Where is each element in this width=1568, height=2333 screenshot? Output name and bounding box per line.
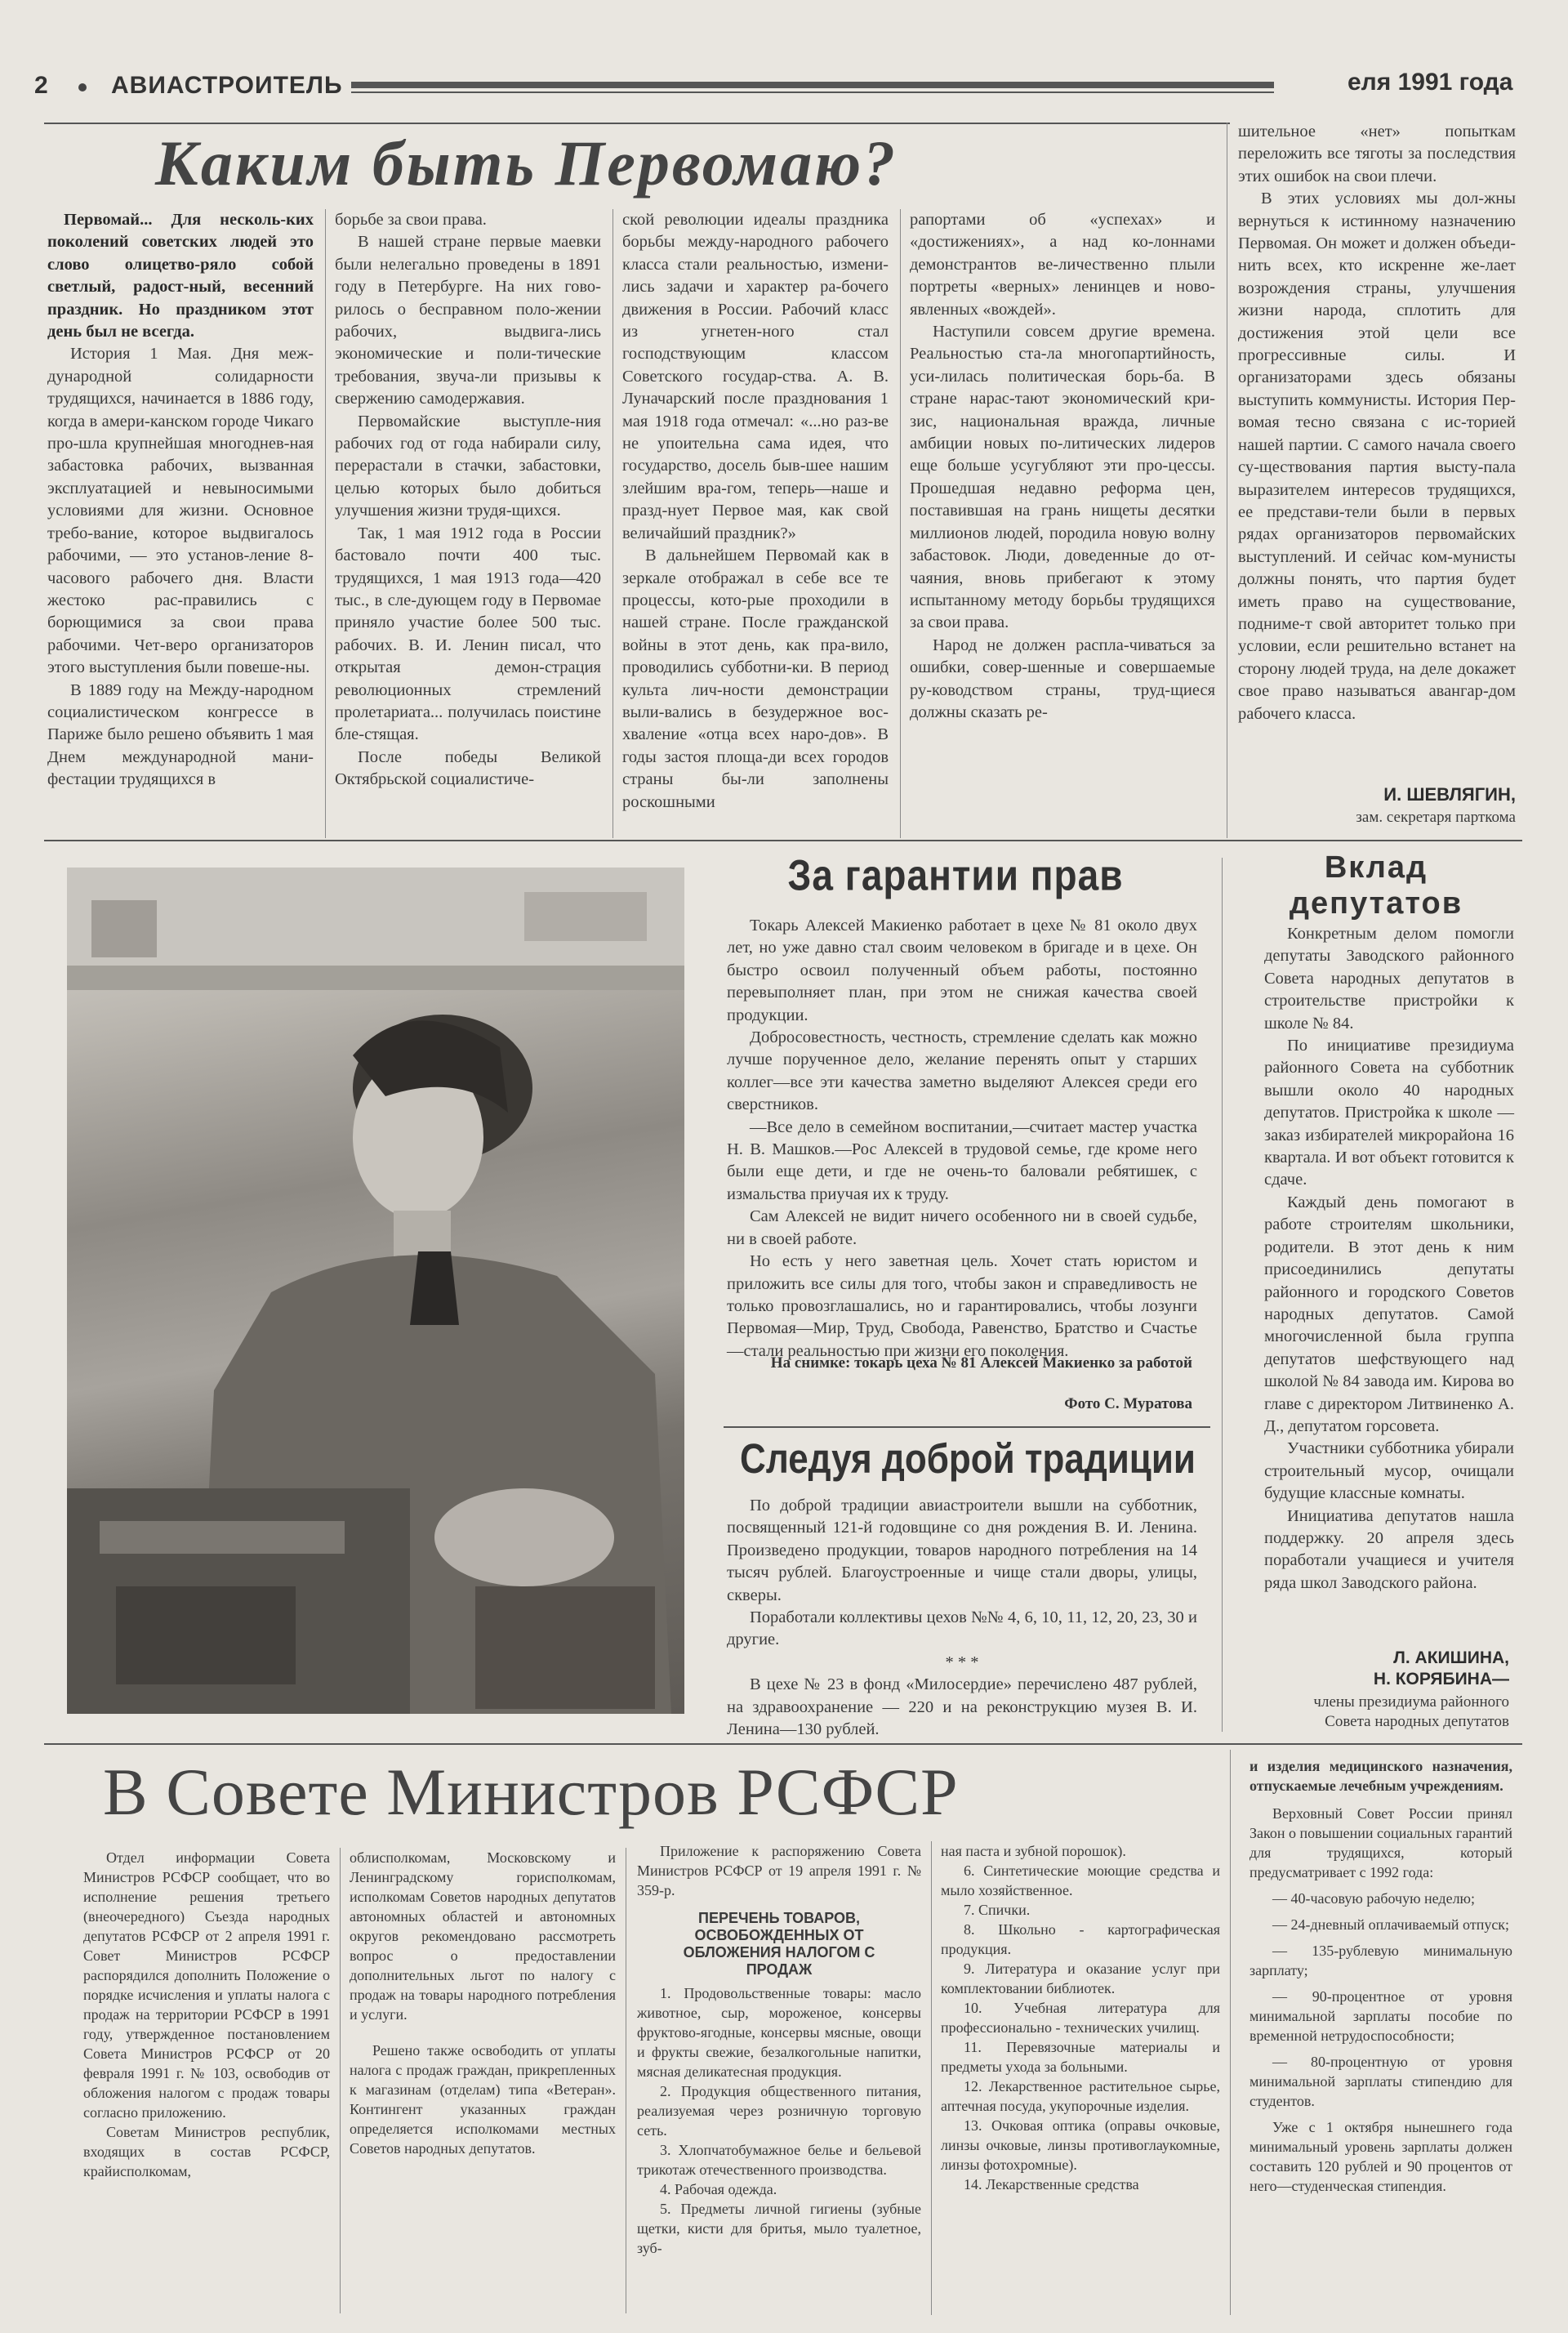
- list-item: 2. Продукция общественного питания, реализуемая через розничную торговую сеть.: [637, 2083, 921, 2139]
- article4-title: Следуя доброй традиции: [740, 1436, 1196, 1483]
- article4-paragraph: В цехе № 23 в фонд «Милосердие» перечислено 487 рублей, на здравоохранение — 220 и на реконструкцию музея В. И. Ленина—130 рублей.: [727, 1675, 1197, 1739]
- article5-paragraph: Решено также освободить от уплаты налога с продаж граждан, прикрепленных к магазинам (отделам) типа «Ветеран». Контингент указанных граждан определяется исполкомами местных Советов народных депутатов.: [350, 2042, 616, 2157]
- article5-column-1: [83, 1848, 330, 2181]
- article3-author-title: члены президиума районного Совета народных депутатов: [1313, 1693, 1509, 1730]
- article5-column-5: [1250, 1756, 1512, 2196]
- list-item: 8. Школьно - картографическая продукция.: [941, 1921, 1220, 1957]
- article3-paragraph: Участники субботника убирали строительный мусор, очищали будущие классные комнаты.: [1264, 1439, 1514, 1503]
- list-item: 14. Лекарственные средства: [964, 2176, 1139, 2192]
- appendix-note: Приложение к распоряжению Совета Министров РСФСР от 19 апреля 1991 г. № 359-р.: [637, 1843, 921, 1898]
- article2-paragraph: Сам Алексей не видит ничего особенного ни в своей судьбе, ни в своей работе.: [727, 1207, 1197, 1248]
- worker-photo-drawing: [67, 868, 684, 1714]
- article2-body: [727, 915, 1197, 1363]
- list-item: ная паста и зубной порошок).: [941, 1843, 1126, 1859]
- column-divider: [1222, 858, 1223, 1732]
- photo-credit: Фото С. Муратова: [1064, 1395, 1192, 1412]
- article1-title: Каким быть Первомаю?: [155, 127, 898, 199]
- article2-paragraph: Но есть у него заветная цель. Хочет стать юристом и приложить все силы для того, чтобы закон и справедливость не только провозглашались, но и гарантировались, чтобы лозунги Первомая—Мир, Труд, Свобода, Равенство, Братство и Счастье—стали реальностью при жизни его поколения.: [727, 1252, 1197, 1360]
- article4-paragraph: Поработали коллективы цехов №№ 4, 6, 10, 11, 12, 20, 23, 30 и другие.: [727, 1608, 1197, 1649]
- article5-paragraph: Отдел информации Совета Министров РСФСР сообщает, что во исполнение решения третьего (внеочередного) Съезда народных депутатов РСФСР от 2 апреля 1991 г. Совет Министров РСФСР распорядился дополнить Положение о порядке исчисления и уплаты налога с продаж на территории РСФСР в 1991 году, утвержденное постановлением Совета Министров РСФСР от 20 февраля 1991 г. № 103, освободив от обложения налогом с продаж товары согласно приложению.: [83, 1849, 330, 2121]
- issue-date: еля 1991 года: [1348, 69, 1513, 96]
- article1-paragraph: Наступили совсем другие времена. Реальностью ста-ла многопартийность, уси-лилась политическая борь-ба. В стране нарас-тают экономический кри-зис, национальная вражда, личные амбиции новых по-литических лидеров еще больше усугубляют эти про-цессы. Прошедшая недавно реформа цен, поставившая на грань нищеты десятки миллионов людей, породила новую волну забастовок. Люди, доведенные до от-чаяния, вновь прибегают к этому испытанному методу борьбы трудящихся за свои права.: [910, 323, 1215, 632]
- article5-title: В Совете Министров РСФСР: [103, 1755, 959, 1829]
- page-number: 2: [34, 72, 48, 99]
- column-divider: [340, 1848, 341, 2313]
- article1-paragraph: В нашей стране первые маевки были нелегально проведены в 1891 году в Петербурге. На них гово-рилось о бесправном поло-жении рабочих, выдвига-лись экономические и поли-тические требования, звуча-ли призывы к свержению самодержавия.: [335, 233, 601, 408]
- article1-paragraph: В этих условиях мы дол-жны вернуться к истинному назначению Первомая. Он может и должен объеди-нить всех, кто искренне же-лает возрождения страны, улучшения жизни народа, сплотить для достижения этой цели все прогрессивные силы. И организаторами здесь обязаны выступить коммунисты. История Пер-вомая тесно связана с ис-торией нашей партии. С самого начала своего су-ществования партия высту-пала выразителем интересов трудящихся, ее представи-тели были в первых рядах организаторов первомайских выступлений. И сейчас ком-мунисты должны понять, что партия будет иметь право на существование, подниме-т свой авторитет только при условии, если решительно встанет на сторону людей труда, на деле докажет свое право называться авангар-дом рабочего класса.: [1238, 190, 1516, 723]
- law-item: — 80-процентную от уровня минимальной зарплаты стипендию для студентов.: [1250, 2054, 1512, 2109]
- list-item: 11. Перевязочные материалы и предметы ухода за больными.: [941, 2039, 1220, 2075]
- article1-author-title: зам. секретаря парткома: [1356, 809, 1516, 826]
- list-item: 9. Литература и оказание услуг при комплектовании библиотек.: [941, 1961, 1220, 1996]
- column-divider: [931, 1841, 932, 2315]
- law-item: — 90-процентное от уровня минимальной зарплаты пособие по временной нетрудоспособности;: [1250, 1988, 1512, 2044]
- article3-paragraph: Инициатива депутатов нашла поддержку. 20 апреля здесь поработали учащиеся и учителя ряда школ Заводского района.: [1264, 1506, 1514, 1592]
- column-divider: [900, 209, 901, 838]
- newspaper-name: АВИАСТРОИТЕЛЬ: [111, 72, 343, 99]
- list-item: 6. Синтетические моющие средства и мыло хозяйственное.: [941, 1862, 1220, 1898]
- article3-author-2: Н. КОРЯБИНА—: [1373, 1670, 1509, 1688]
- article5-top-rule: [44, 1743, 1522, 1745]
- article3-body: [1264, 923, 1514, 1595]
- bullet-icon: [78, 83, 87, 91]
- article5-column-3: [637, 1841, 921, 2258]
- list-item: 4. Рабочая одежда.: [660, 2181, 777, 2197]
- list-title: ПЕРЕЧЕНЬ ТОВАРОВ, ОСВОБОЖДЕННЫХ ОТ ОБЛОЖЕНИЯ НАЛОГОМ С ПРОДАЖ: [683, 1910, 875, 1978]
- article1-bottom-rule: [44, 840, 1522, 841]
- article5-column-4: [941, 1841, 1220, 2194]
- article1-paragraph: Народ не должен распла-чиваться за ошибки, совер-шенные и совершаемые ру-ководством страны, труд-щиеся должны сказать ре-: [910, 636, 1215, 721]
- article1-paragraph: В дальнейшем Первомай как в зеркале отображал в себе все те процессы, кото-рые проходили в нашей стране. После гражданской войны в этот день, как пра-вило, проводились субботни-ки. В период культа лич-ности демонстрации выли-вались в безудержное вос-хваление «отца всех наро-дов». В годы застоя площа-ди всех городов страны бы-ли заполнены роскошными: [622, 546, 889, 811]
- article2-paragraph: Токарь Алексей Макиенко работает в цехе № 81 около двух лет, но уже давно стал своим человеком в бригаде и в цехе. Он быстро освоил полученный объем работы, постоянно перевыполняет план, при этом не снижая качества своей продукции.: [727, 917, 1197, 1024]
- article3-title: Вклад депутатов: [1289, 850, 1463, 921]
- photo-caption: На снимке: токарь цеха № 81 Алексей Макиенко за работой: [770, 1354, 1192, 1372]
- article1-column-5: [1238, 121, 1516, 725]
- article3-paragraph: Конкретным делом помогли депутаты Заводского районного Совета народных депутатов в строительстве пристройки к школе № 84.: [1264, 925, 1514, 1033]
- list-item: 13. Очковая оптика (оправы очковые, линзы очковые, линзы противоглаукомные, линзы фотохромные).: [941, 2117, 1220, 2173]
- article5-paragraph: и изделия медицинского назначения, отпускаемые лечебным учреждениям.: [1250, 1758, 1512, 1794]
- list-item: 3. Хлопчатобумажное белье и бельевой трикотаж отечественного производства.: [637, 2142, 921, 2178]
- article1-paragraph: В 1889 году на Между-народном социалистическом конгрессе в Париже было решено объявить 1 мая Днем международной мани-фестации трудящихся в: [47, 680, 314, 789]
- article1-column-4: [910, 209, 1215, 724]
- article3-author-1: Л. АКИШИНА,: [1393, 1648, 1509, 1667]
- article1-column-1: [47, 209, 314, 792]
- list-item: 5. Предметы личной гигиены (зубные щетки, кисти для бритья, мыло туалетное, зуб-: [637, 2201, 921, 2256]
- column-divider: [612, 209, 613, 838]
- article4-separator: * * *: [945, 1653, 979, 1671]
- article1-paragraph: ской революции идеалы праздника борьбы между-народного рабочего класса стали реальностью, измени-лись задачи и характер ра-бочего движения в России. Рабочий класс из угнетен-ного стал господствующим классом Советского государ-ства. А. В. Луначарский после празднования 1 мая 1918 года отмечал: «...но раз-ве не упоительна сама идея, что государство, досель быв-шее нашим злейшим вра-гом, теперь—наше и празд-нует Первое мая, как свой величайший праздник?»: [622, 211, 889, 542]
- article1-paragraph: История 1 Мая. Дня меж-дународной солидарности трудящихся, начинается в 1886 году, когда в амери-канском городе Чикаго про-шла крупнейшая многоднев-ная забастовка рабочих, вызванная эксплуатацией и невыносимыми условиями для жизни. Основное требо-вание, которое выдвигалось рабочими, — это установ-ление 8-часового рабочего дня. Власти жестоко рас-правились с борющимися за свои права рабочими. Чет-веро организаторов этого выступления были повеше-ны.: [47, 345, 314, 677]
- article1-paragraph: борьбе за свои права.: [335, 211, 487, 229]
- list-item: 10. Учебная литература для профессионально - технических училищ.: [941, 2000, 1220, 2036]
- law-item: — 40-часовую рабочую неделю;: [1272, 1890, 1476, 1907]
- law-item: — 135-рублевую минимальную зарплату;: [1250, 1943, 1512, 1978]
- article1-paragraph: Первомайские выступле-ния рабочих год от года набирали силу, перерастали в стачки, забастовки, целью которых было добиться улучшения жизни трудя-щихся.: [335, 412, 601, 520]
- article5-paragraph: Верховный Совет России принял Закон о повышении социальных гарантий для трудящихся, который предусматривает с 1992 года:: [1250, 1805, 1512, 1880]
- article1-column-3: [622, 209, 889, 814]
- article3-paragraph: Каждый день помогают в работе строителям школьники, родители. В этот день к ним присоединились депутаты районного и городского Советов народных депутатов. Самой многочисленной была группа депутатов шефствующего над школой № 84 завода им. Кирова во главе с директором Литвиненко А. Д., депутатом горсовета.: [1264, 1193, 1514, 1435]
- article1-paragraph: Так, 1 мая 1912 года в России бастовало почти 400 тыс. трудящихся, 1 мая 1913 года—420 тыс., в сле-дующем году в Первомае приняло участие более 500 тыс. рабочих. В. И. Ленин писал, что открытая демон-страция революционных стремлений пролетариата... получилась поистине бле-стящая.: [335, 524, 601, 744]
- worker-photo: [67, 868, 684, 1714]
- article4-paragraph: По доброй традиции авиастроители вышли на субботник, посвященный 121-й годовщине со дня рождения В. И. Ленина. Произведено продукции, товаров народного потребления на 14 тысяч рублей. Благоустроенные и чище стали дворы, улицы, скверы.: [727, 1497, 1197, 1604]
- article5-column-2: [350, 1848, 616, 2158]
- article5-paragraph: облисполкомам, Московскому и Ленинградскому горисполкомам, исполкомам Советов народных депутатов автономных областей и автономных округов рекомендовано рассмотреть вопрос о предоставлении дополнительных льгот по налогу с продаж на товары народного потребления и услуги.: [350, 1849, 616, 2023]
- article1-column-2: [335, 209, 601, 792]
- list-item: 12. Лекарственное растительное сырье, аптечная посуда, укупорочные изделия.: [941, 2078, 1220, 2114]
- list-item: 1. Продовольственные товары: масло животное, сыр, мороженое, консервы фруктово-ягодные, консервы мясные, овощи и фрукты свежие, безалкогольные напитки, мясная деликатесная продукция.: [637, 1985, 921, 2080]
- article1-paragraph: шительное «нет» попыткам переложить все тяготы за последствия этих ошибок на свои плечи.: [1238, 123, 1516, 185]
- article3-paragraph: По инициативе президиума районного Совета на субботник вышли около 40 народных депутатов. Пристройка к школе — заказ избирателей микрорайона 16 квартала. И вот объект готовится к сдаче.: [1264, 1037, 1514, 1189]
- column-divider: [325, 209, 326, 838]
- list-item: 7. Спички.: [964, 1902, 1031, 1918]
- article5-paragraph: Советам Министров республик, входящих в состав РСФСР, крайисполкомам,: [83, 2124, 330, 2179]
- law-item: — 24-дневный оплачиваемый отпуск;: [1272, 1916, 1510, 1933]
- column-divider: [1230, 1750, 1231, 2315]
- article2-bottom-rule: [724, 1426, 1210, 1428]
- header-rule-thin: [351, 91, 1274, 93]
- article1-lead: Первомай... Для несколь-ких поколений советских людей это слово олицетво-ряло собой светлый, радост-ный, весенний праздник. Но праздником этот день был не всегда.: [47, 211, 314, 341]
- article1-paragraph: После победы Великой Октябрьской социалистиче-: [335, 747, 601, 789]
- article2-title: За гарантии прав: [787, 850, 1124, 899]
- article5-paragraph: Уже с 1 октября нынешнего года минимальный уровень зарплаты должен составить 120 рублей и 90 процентов от него—студенческая стипендия.: [1250, 2119, 1512, 2194]
- article4-body: [727, 1495, 1197, 1741]
- article1-paragraph: рапортами об «успехах» и «достижениях», а над ко-лоннами демонстрантов ве-личественно плыли портреты «верных» ленинцев и ново-явленных «вождей».: [910, 211, 1215, 319]
- header-rule: [351, 82, 1274, 88]
- article1-author: И. ШЕВЛЯГИН,: [1383, 784, 1516, 805]
- article2-paragraph: —Все дело в семейном воспитании,—считает мастер участка Н. В. Машков.—Рос Алексей в трудовой семье, где кроме него были еще дети, и где не очень-то баловали ребятишек, с измальства приучая их к труду.: [727, 1117, 1197, 1203]
- article2-paragraph: Добросовестность, честность, стремление сделать как можно лучше порученное дело, желание перенять опыт у старших коллег—все эти качества заметно выделяют Алексея среди его сверстников.: [727, 1028, 1197, 1114]
